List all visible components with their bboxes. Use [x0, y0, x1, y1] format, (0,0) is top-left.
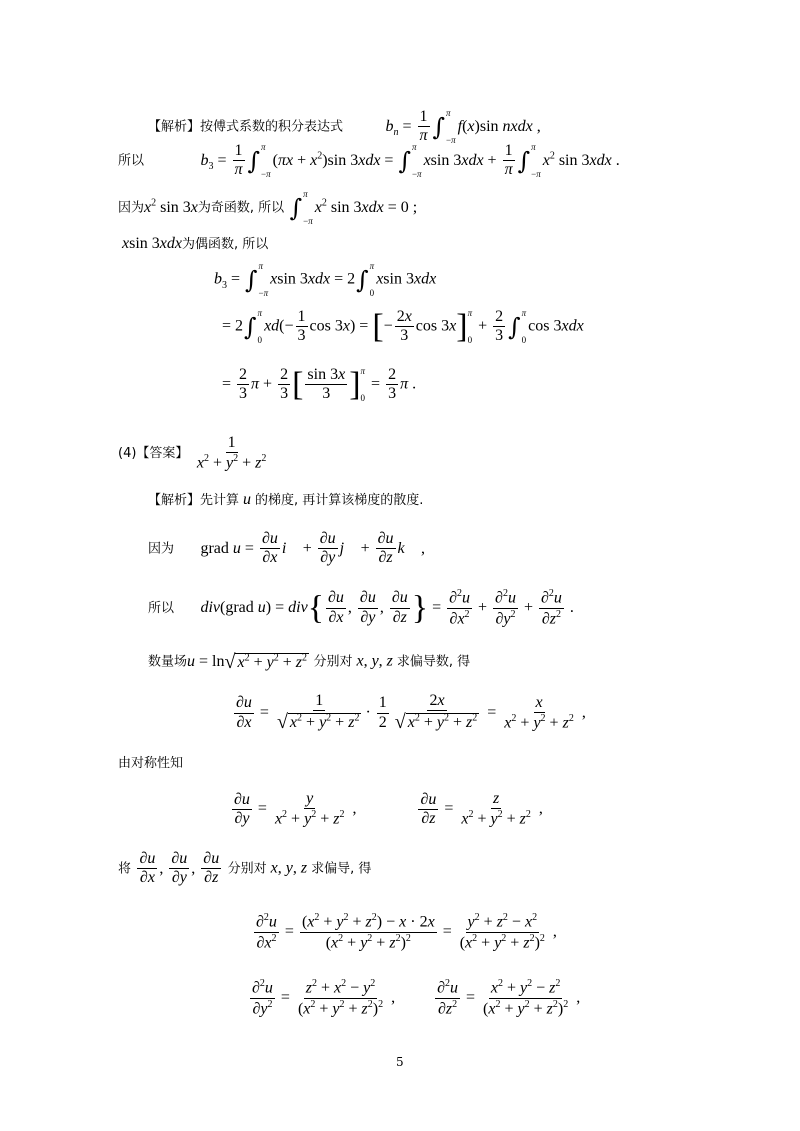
analysis-tag: 【解析】 [148, 119, 201, 135]
formula-d2u-dy2-dz2: $\frac{\partial^2u}{\partial y^2}$ = $\frac{z^2 + x^2 - y^2}{(x^2 + y^2 + z^2)^2}$ , $\frac{\partial^2u}{\partial z^2}$ = $\frac{x^2 + y^2 - z^2}{(x^2 + y^2 + z^2)^2}$ , [252, 978, 581, 1018]
line-odd: 因为$x^2$ sin 3x为奇函数, 所以 ∫ π −π $x^2$ sin 3xdx = 0 ; [118, 189, 418, 226]
line-answer-4 [118, 434, 270, 473]
formula-div: div(grad u) = div{ $\frac{\partial u}{\partial x}$ , $\frac{\partial u}{\partial y}$ , $\frac{\partial u}{\partial z}$ } = $\frac{\partial^2u}{\partial x^2}$ + $\frac{\partial^2u}{\partial y^2}$ + $\frac{\partial^2u}{\partial z^2}$ . [200, 588, 574, 628]
line-take: 将 $\frac{\partial u}{\partial x}$ , $\frac{\partial u}{\partial y}$ , $\frac{\partial u}{\partial z}$ 分别对 x, y, z 求偏导, 得 [118, 850, 372, 887]
field-c: 求偏导数, 得 [396, 654, 471, 670]
intro-a: 先计算 [200, 493, 240, 508]
line-even: xsin 3xdx为偶函数, 所以 [122, 235, 269, 252]
odd-because: 因为 [118, 200, 145, 216]
line-field: 数量场u = ln√ $x^2 + y^2 + z^2$ 分别对 x, y, z 求偏导数, 得 [148, 651, 471, 673]
because-label: 因为 [148, 541, 175, 557]
symmetry-text: 由对称性知 [118, 756, 184, 771]
even-text: 为偶函数, 所以 [181, 237, 269, 252]
analysis-tag-4: 【解析】 [148, 493, 201, 508]
line-b3-split [118, 142, 620, 180]
formula-du-dx: $\frac{\partial u}{\partial x}$ = $\frac{1}{√ x^2 + y^2 + z^2}$ · $\frac{1}{2}$ $\frac{2x}{√ x^2 + y^2 + z^2}$ = $\frac{x}{x^2 + y^2 + z^2}$ , [236, 692, 586, 734]
take-a: 将 [118, 861, 132, 877]
line-grad [148, 530, 425, 568]
formula-d2u-dx2: $\frac{\partial^2u}{\partial x^2}$ = $\frac{(x^2 + y^2 + z^2) - x \cdot 2x}{(x^2 + y^2 + z^2)^2}$ = $\frac{y^2 + z^2 - x^2}{(x^2 + y^2 + z^2)^2}$ , [256, 912, 557, 952]
formula-grad: grad u = $\frac{\partial u}{\partial x}$ i⃗ + $\frac{\partial u}{\partial y}$ j⃗ + $\frac{\partial u}{\partial z}$ k⃗ , [200, 530, 426, 567]
line-div [148, 588, 574, 628]
problem-number: (4) [118, 446, 137, 462]
line-fourier-intro [148, 108, 541, 146]
page-number: 5 [396, 1055, 404, 1069]
formula-b3-split: $b_3$ = $\frac{1}{\pi}$ ∫ π −π $(\pi x + x^2)\sin$ 3xdx = ∫ π −π xsin 3xdx + $\frac{1}{\pi}$ ∫ π −π $x^2$ sin 3xdx . [200, 141, 620, 179]
take-c: 求偏导, 得 [311, 861, 372, 877]
line-analysis-4: 【解析】先计算 u 的梯度, 再计算该梯度的散度. [148, 491, 424, 508]
formula-b3-result: = $\frac{2}{3}$ π + $\frac{2}{3}$ [ $\frac{\sin 3x}{3}$ ] π 0 = $\frac{2}{3}$ π . [222, 365, 417, 403]
formula-b3-parts: = 2∫ π 0 xd(− $\frac{1}{3}$ cos 3x) = [− $\frac{2x}{3}$ cos 3x] π 0 + $\frac{2}{3}$ ∫ π 0 cos 3xdx [222, 307, 584, 345]
so-label: 所以 [118, 153, 145, 169]
answer-tag: 【答案】 [136, 446, 189, 462]
take-b: 分别对 [227, 861, 267, 877]
odd-text: 为奇函数, 所以 [197, 200, 285, 216]
so-label-4: 所以 [148, 600, 175, 616]
formula-odd-integral: ∫ π −π $x^2$ sin 3xdx = 0 ; [289, 189, 418, 226]
formula-bn: $b_n$ = $\frac{1}{\pi}$ ∫ π −π f(x)sin nxdx , [385, 107, 541, 145]
intro-text: 按傅式系数的积分表达式 [200, 119, 344, 135]
field-b: 分别对 [313, 654, 353, 670]
field-a: 数量场 [148, 654, 188, 670]
formula-b3-even: $b_3$ = ∫ π −π xsin 3xdx = 2∫ π 0 xsin 3xdx [214, 261, 437, 298]
intro-b: 的梯度, 再计算该梯度的散度. [255, 493, 424, 508]
formula-answer: $\frac{1}{x^2 + y^2 + z^2}$ [196, 434, 267, 472]
formula-du-dy-dz: $\frac{\partial u}{\partial y}$ = $\frac{y}{x^2 + y^2 + z^2}$ , $\frac{\partial u}{\partial z}$ = $\frac{z}{x^2 + y^2 + z^2}$ , [234, 790, 543, 828]
